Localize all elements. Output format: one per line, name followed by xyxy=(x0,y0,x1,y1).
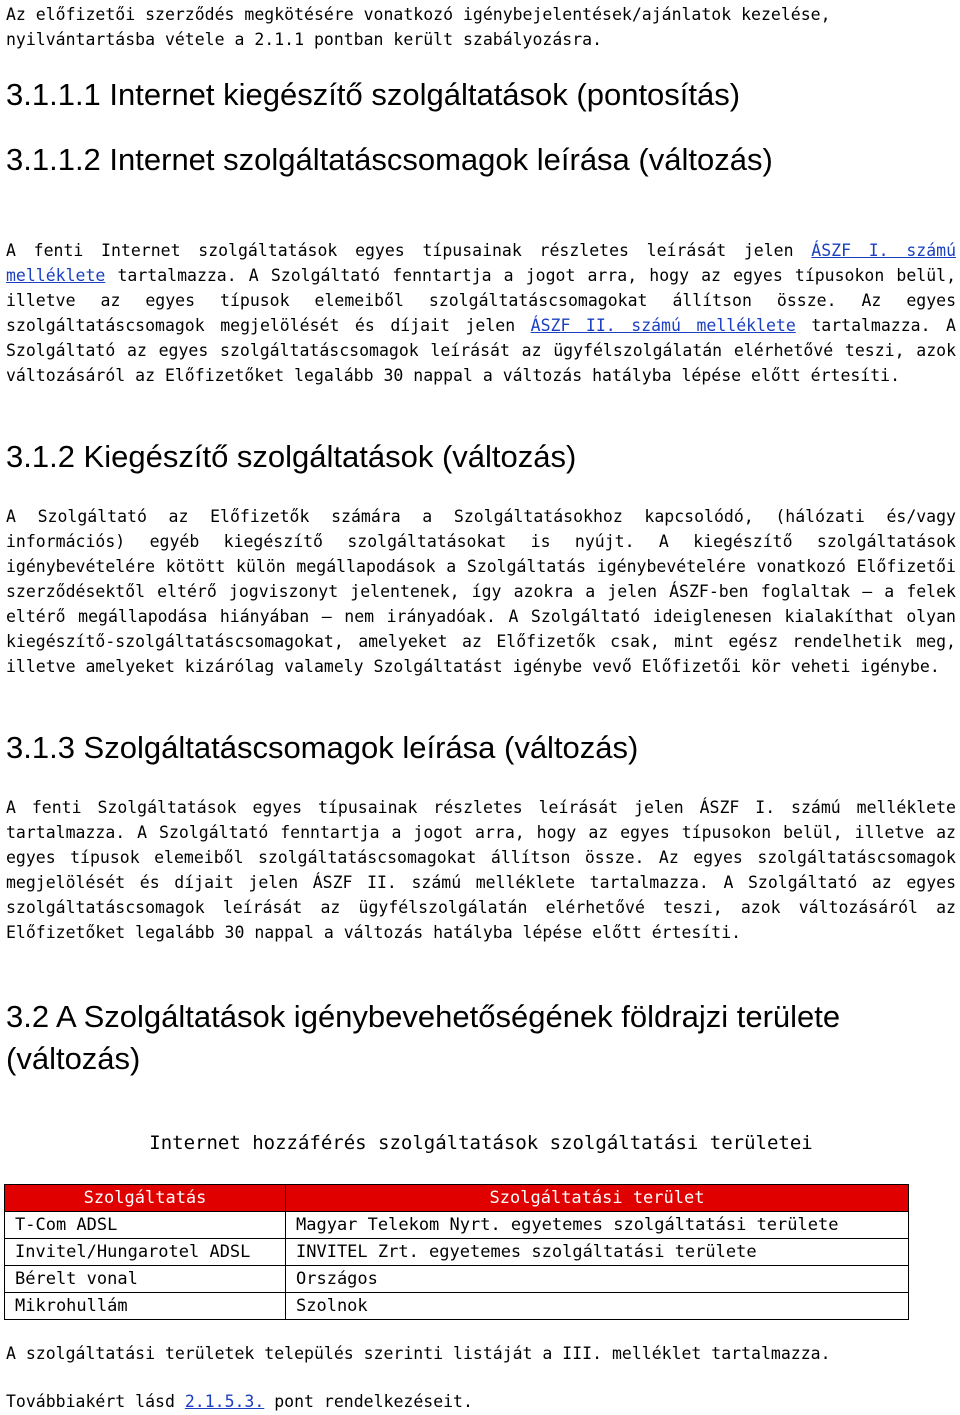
intro-paragraph xyxy=(6,2,956,52)
header-area: Szolgáltatási terület xyxy=(286,1185,909,1212)
p1-text-2: tartalmazza. A Szolgáltató fenntartja a jogot arra, hogy az egyes típusokon belül, illetve az egyes típusok elemeiből szolgáltatáscsomagokat állítson össze. Az egyes szolgáltatáscsomagok megjelölését és díjait jelen xyxy=(6,266,957,335)
paragraph-internet-packages xyxy=(6,238,956,388)
cell-area: Országos xyxy=(286,1266,909,1293)
intro-line-1: Az előfizetői szerződés megkötésére vonatkozó igénybejelentések/ajánlatok kezelése, xyxy=(6,5,831,24)
paragraph-see-more xyxy=(6,1389,956,1414)
p5-text-2: pont rendelkezéseit. xyxy=(274,1392,473,1411)
intro-line-2: nyilvántartásba vétele a 2.1.1 pontban került szabályozásra. xyxy=(6,30,603,49)
cell-area: Szolnok xyxy=(286,1293,909,1320)
heading-3-1-2: 3.1.2 Kiegészítő szolgáltatások (változás) xyxy=(6,439,577,474)
header-service: Szolgáltatás xyxy=(5,1185,286,1212)
cell-area: INVITEL Zrt. egyetemes szolgáltatási területe xyxy=(286,1239,909,1266)
link-section-2-1-5-3[interactable]: 2.1.5.3. xyxy=(184,1392,265,1411)
cell-area: Magyar Telekom Nyrt. egyetemes szolgáltatási területe xyxy=(286,1212,909,1239)
table-row xyxy=(5,1266,909,1293)
link-aszf-annex-1[interactable]: ÁSZF I. számú melléklete xyxy=(6,241,957,285)
cell-service: Mikrohullám xyxy=(5,1293,286,1320)
cell-service: T-Com ADSL xyxy=(5,1212,286,1239)
cell-service: Bérelt vonal xyxy=(5,1266,286,1293)
link-aszf-annex-2[interactable]: ÁSZF II. számú melléklete xyxy=(530,316,796,335)
table-header-row xyxy=(5,1185,909,1212)
heading-3-2 xyxy=(6,996,840,1080)
heading-3-1-1-1: 3.1.1.1 Internet kiegészítő szolgáltatások (pontosítás) xyxy=(6,77,741,112)
paragraph-supplementary-services: A Szolgáltató az Előfizetők számára a Szolgáltatásokhoz kapcsolódó, (hálózati és/vagy információs) egyéb kiegészítő szolgáltatásokat is nyújt. A kiegészítő szolgáltatások igénybevételére kötött külön megállapodások a Szolgáltatás igénybevételére vonatkozó Előfizetői szerződésektől eltérő jogviszonyt jelentenek, így azokra a jelen ÁSZF-ben foglaltak – a felek eltérő megállapodása hiányában – nem irányadóak. A Szolgáltató ideiglenesen kialakíthat olyan kiegészítő-szolgáltatáscsomagokat, amelyeket az Előfizetők csak, mint egész rendelhetik meg, illetve amelyeket kizárólag valamely Szolgáltatást igénybe vevő Előfizetői kör veheti igénybe. xyxy=(6,507,956,676)
paragraph-settlement-list: A szolgáltatási területek település szerinti listáját a III. melléklet tartalmazza. xyxy=(6,1344,831,1363)
p5-text-1: Továbbiakért lásd xyxy=(6,1392,175,1411)
cell-service: Invitel/Hungarotel ADSL xyxy=(5,1239,286,1266)
table-caption: Internet hozzáférés szolgáltatások szolgáltatási területei xyxy=(149,1132,813,1154)
p1-text-1: A fenti Internet szolgáltatások egyes típusainak részletes leírását jelen xyxy=(6,241,794,260)
p1-text-3: tartalmazza. A Szolgáltató az egyes szolgáltatáscsomagok leírását az ügyfélszolgálatán elérhetővé teszi, azok változásáról az Előfizetőket legalább 30 nappal a változás hatályba lépése előtt értesíti. xyxy=(6,316,956,385)
paragraph-service-packages: A fenti Szolgáltatások egyes típusainak részletes leírását jelen ÁSZF I. számú melléklete tartalmazza. A Szolgáltató fenntartja a jogot arra, hogy az egyes típusokon belül, illetve az egyes típusok elemeiből szolgáltatáscsomagokat állítson össze. Az egyes szolgáltatáscsomagok megjelölését és díjait jelen ÁSZF II. számú melléklete tartalmazza. A Szolgáltató az egyes szolgáltatáscsomagok leírását az ügyfélszolgálatán elérhetővé teszi, azok változásáról az Előfizetőket legalább 30 nappal a változás hatályba lépése előtt értesíti. xyxy=(6,798,956,942)
heading-3-2-line-2: (változás) xyxy=(6,1041,141,1076)
heading-3-1-1-2: 3.1.1.2 Internet szolgáltatáscsomagok leírása (változás) xyxy=(6,142,773,177)
table-row xyxy=(5,1212,909,1239)
table-row xyxy=(5,1239,909,1266)
service-area-table xyxy=(4,1184,909,1320)
table-row xyxy=(5,1293,909,1320)
heading-3-1-3: 3.1.3 Szolgáltatáscsomagok leírása (változás) xyxy=(6,730,639,765)
heading-3-2-line-1: 3.2 A Szolgáltatások igénybevehetőségének földrajzi területe xyxy=(6,999,841,1034)
